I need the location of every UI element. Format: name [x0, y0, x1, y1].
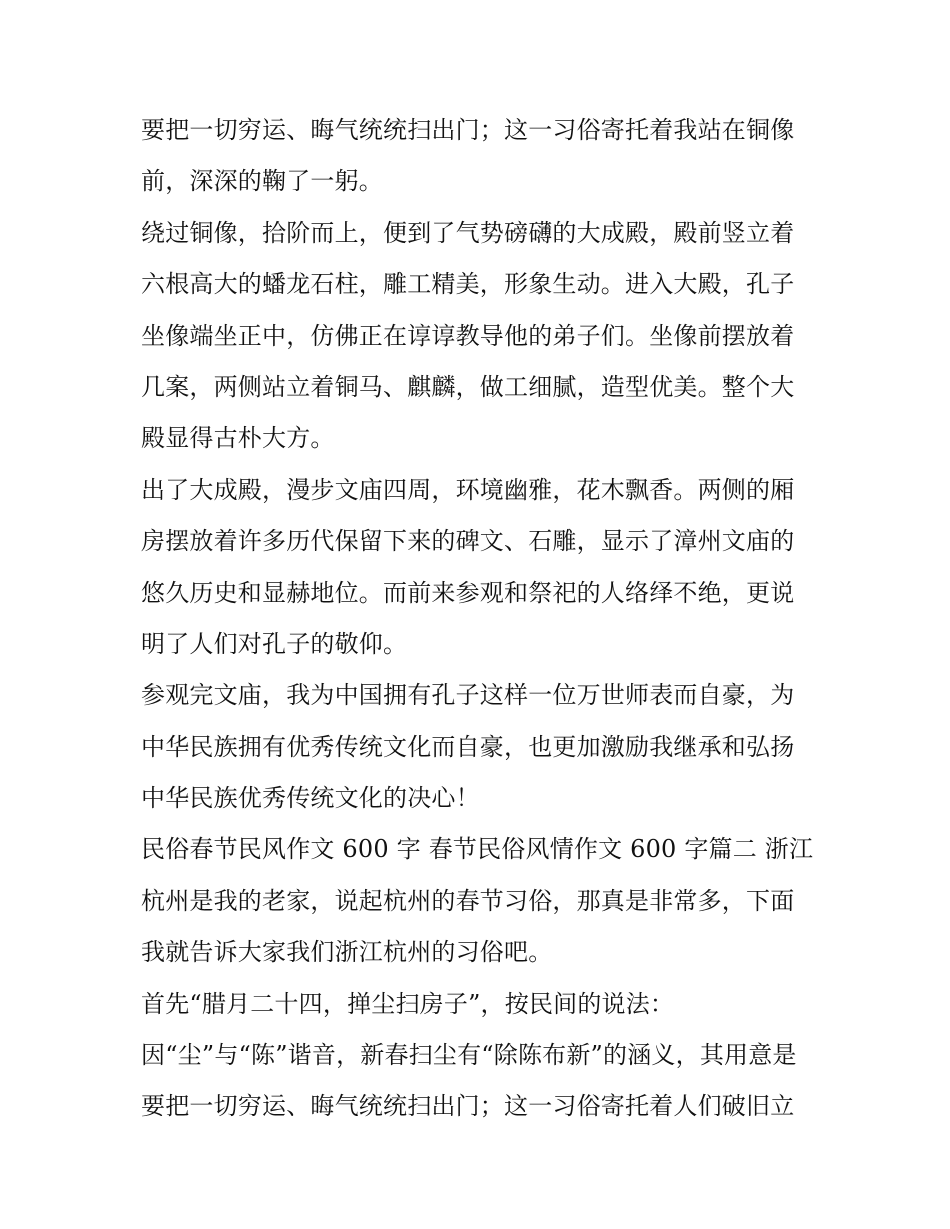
text-line-18: 首先“腊月二十四，掸尘扫房子”，按民间的说法： [141, 989, 675, 1018]
text-line-16: 杭州是我的老家，说起杭州的春节习俗，那真是非常多，下面 [141, 886, 795, 915]
text-line-1: 要把一切穷运、晦气统统扫出门；这一习俗寄托着我站在铜像 [141, 116, 795, 144]
text-line-14: 中华民族优秀传统文化的决心！ [141, 784, 480, 813]
text-line-12: 参观完文庙，我为中国拥有孔子这样一位万世师表而自豪，为 [141, 681, 795, 710]
text-line-9: 房摆放着许多历代保留下来的碑文、石雕，显示了漳州文庙的 [141, 527, 795, 556]
text-line-10: 悠久历史和显赫地位。而前来参观和祭祀的人络绎不绝，更说 [141, 578, 795, 607]
text-line-4: 六根高大的蟠龙石柱，雕工精美，形象生动。进入大殿，孔子 [141, 270, 795, 299]
text-line-13: 中华民族拥有优秀传统文化而自豪，也更加激励我继承和弘扬 [141, 732, 795, 761]
text-line-17: 我就告诉大家我们浙江杭州的习俗吧。 [141, 938, 553, 967]
text-line-19: 因“尘”与“陈”谐音，新春扫尘有“除陈布新”的涵义，其用意是 [141, 1041, 797, 1070]
text-line-6: 几案，两侧站立着铜马、麒麟，做工细腻，造型优美。整个大 [141, 372, 795, 401]
text-line-20: 要把一切穷运、晦气统统扫出门；这一习俗寄托着人们破旧立 [141, 1092, 795, 1121]
text-line-2: 前，深深的鞠了一躬。 [141, 167, 383, 196]
text-line-8: 出了大成殿，漫步文庙四周，环境幽雅，花木飘香。两侧的厢 [141, 475, 795, 504]
text-line-15: 民俗春节民风作文 600 字 春节民俗风情作文 600 字篇二 浙江 [141, 835, 814, 864]
text-line-11: 明了人们对孔子的敬仰。 [141, 629, 408, 658]
text-line-7: 殿显得古朴大方。 [141, 424, 335, 453]
text-line-3: 绕过铜像，拾阶而上，便到了气势磅礴的大成殿，殿前竖立着 [141, 218, 795, 247]
body-text [141, 108, 821, 1136]
text-line-5: 坐像端坐正中，仿佛正在谆谆教导他的弟子们。坐像前摆放着 [141, 321, 795, 350]
